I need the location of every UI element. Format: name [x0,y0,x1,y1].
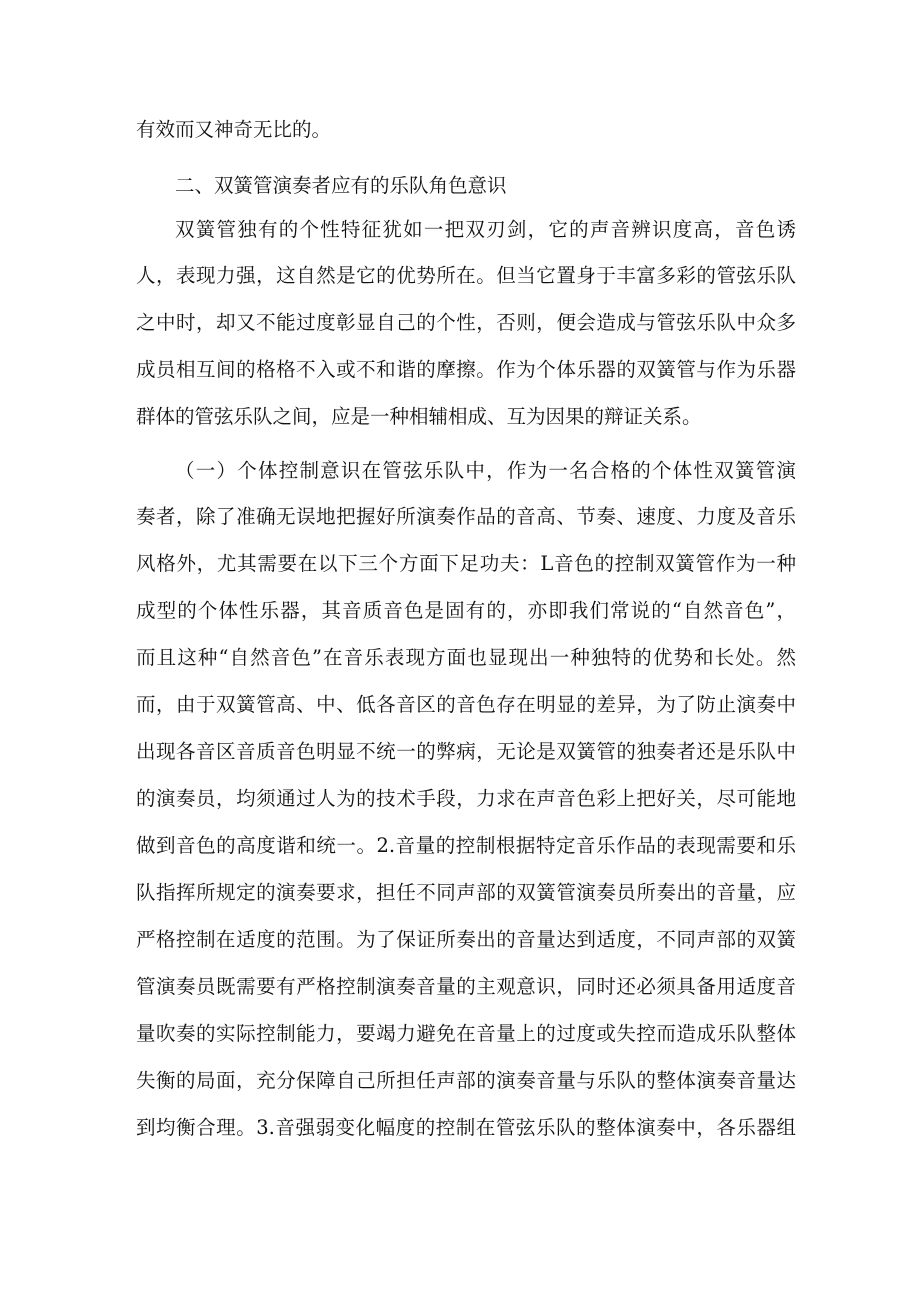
section-heading: 二、双簧管演奏者应有的乐队角色意识 [175,174,507,197]
text-line: 成型的个体性乐器，其音质音色是固有的，亦即我们常说的“自然音色”， [136,599,796,622]
text-line: 的演奏员，均须通过人为的技术手段，力求在声音色彩上把好关，尽可能地 [136,787,796,810]
text-line: 之中时，却又不能过度彰显自己的个性，否则，便会造成与管弦乐队中众多 [136,311,796,334]
text-line: 做到音色的高度谐和统一。2.音量的控制根据特定音乐作品的表现需要和乐 [136,834,796,857]
text-line: 有效而又神奇无比的。 [136,118,332,141]
text-line: 双簧管独有的个性特征犹如一把双刃剑，它的声音辨识度高，音色诱 [175,218,796,241]
text-line: 人，表现力强，这自然是它的优势所在。但当它置身于丰富多彩的管弦乐队 [136,264,796,287]
text-line: 管演奏员既需要有严格控制演奏音量的主观意识，同时还必须具备用适度音 [136,975,796,998]
text-line: 风格外，尤其需要在以下三个方面下足功夫：L音色的控制双簧管作为一种 [136,552,796,575]
text-line: （一）个体控制意识在管弦乐队中，作为一名合格的个体性双簧管演 [175,459,796,482]
text-line: 量吹奏的实际控制能力，要竭力避免在音量上的过度或失控而造成乐队整体 [136,1022,796,1045]
text-line: 失衡的局面，充分保障自己所担任声部的演奏音量与乐队的整体演奏音量达 [136,1069,796,1092]
text-line: 严格控制在适度的范围。为了保证所奏出的音量达到适度，不同声部的双簧 [136,928,796,951]
text-line: 成员相互间的格格不入或不和谐的摩擦。作为个体乐器的双簧管与作为乐器 [136,358,796,381]
text-line: 出现各音区音质音色明显不统一的弊病，无论是双簧管的独奏者还是乐队中 [136,740,796,763]
text-line: 到均衡合理。3.音强弱变化幅度的控制在管弦乐队的整体演奏中，各乐器组 [136,1116,796,1139]
text-line: 奏者，除了准确无误地把握好所演奏作品的音高、节奏、速度、力度及音乐 [136,505,796,528]
text-line: 队指挥所规定的演奏要求，担任不同声部的双簧管演奏员所奏出的音量，应 [136,881,796,904]
text-line: 群体的管弦乐队之间，应是一种相辅相成、互为因果的辩证关系。 [136,405,702,428]
text-line: 而，由于双簧管高、中、低各音区的音色存在明显的差异，为了防止演奏中 [136,693,796,716]
text-line: 而且这种“自然音色”在音乐表现方面也显现出一种独特的优势和长处。然 [136,646,796,669]
